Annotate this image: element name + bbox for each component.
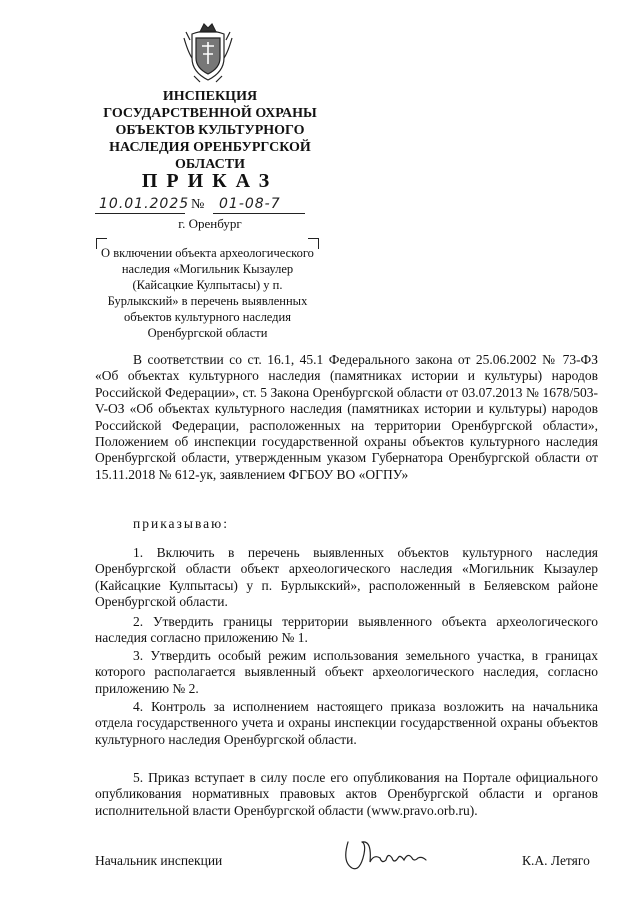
order-word: приказываю: (133, 516, 229, 531)
order-item-2: 2. Утвердить границы территории выявленного объекта археологического наследия согласно приложению № 1. (95, 614, 598, 646)
number-sign: № (191, 197, 205, 212)
subject: О включении объекта археологического наследия «Могильник Кызаулер (Кайсацкие Кулпытасы) у п. Бурлыкский» в перечень выявленных объектов культурного наследия Оренбургской области (101, 246, 314, 340)
order-item-1: 1. Включить в перечень выявленных объектов культурного наследия Оренбургской области объект археологического наследия «Могильник Кызаулер (Кайсацкие Кулпытасы) у п. Бурлыкский», расположенный в Беляевском районе Оренбургской области. (95, 545, 598, 610)
coat-of-arms-icon (180, 18, 236, 84)
document-number: 01-08-7 (219, 196, 281, 212)
signatory-title: Начальник инспекции (95, 853, 223, 868)
city: г. Оренбург (178, 216, 242, 231)
date-number-line (95, 196, 305, 218)
number-underline (213, 213, 305, 214)
preamble: В соответствии со ст. 16.1, 45.1 Федерального закона от 25.06.2002 № 73-ФЗ «Об объектах культурного наследия (памятниках истории и культуры) народов Российской Федерации», ст. 5 Закона Оренбургской области от 03.07.2013 № 1678/503-V-ОЗ «Об объектах культурного наследия (памятниках истории и культуры) народов Российской Федерации, расположенных на территории Оренбургской области», Положением об инспекции государственной охраны объектов культурного наследия Оренбургской области, утвержденным указом Губернатора Оренбургской области от 15.11.2018 № 612-ук, заявлением ФГБОУ ВО «ОГПУ» (95, 352, 598, 482)
order-item-3: 3. Утвердить особый режим использования земельного участка, в границах которого располагается выявленный объект археологического наследия, согласно приложению № 2. (95, 648, 598, 696)
organization-name: ИНСПЕКЦИЯ ГОСУДАРСТВЕННОЙ ОХРАНЫ ОБЪЕКТОВ КУЛЬТУРНОГО НАСЛЕДИЯ ОРЕНБУРГСКОЙ ОБЛАСТИ (103, 89, 317, 172)
signatory-name: К.А. Летяго (522, 853, 590, 868)
date-underline (95, 213, 185, 214)
document-date: 10.01.2025 (99, 196, 190, 212)
order-item-5: 5. Приказ вступает в силу после его опубликования на Портале официального опубликования нормативных правовых актов Оренбургской области и органов исполнительной власти Оренбургской области (www.pravo.orb.ru). (95, 770, 598, 818)
order-item-4: 4. Контроль за исполнением настоящего приказа возложить на начальника отдела государственного учета и охраны инспекции государственной охраны объектов культурного наследия Оренбургской области. (95, 699, 598, 747)
document-type: ПРИКАЗ (141, 170, 279, 192)
handwritten-signature (338, 832, 438, 876)
